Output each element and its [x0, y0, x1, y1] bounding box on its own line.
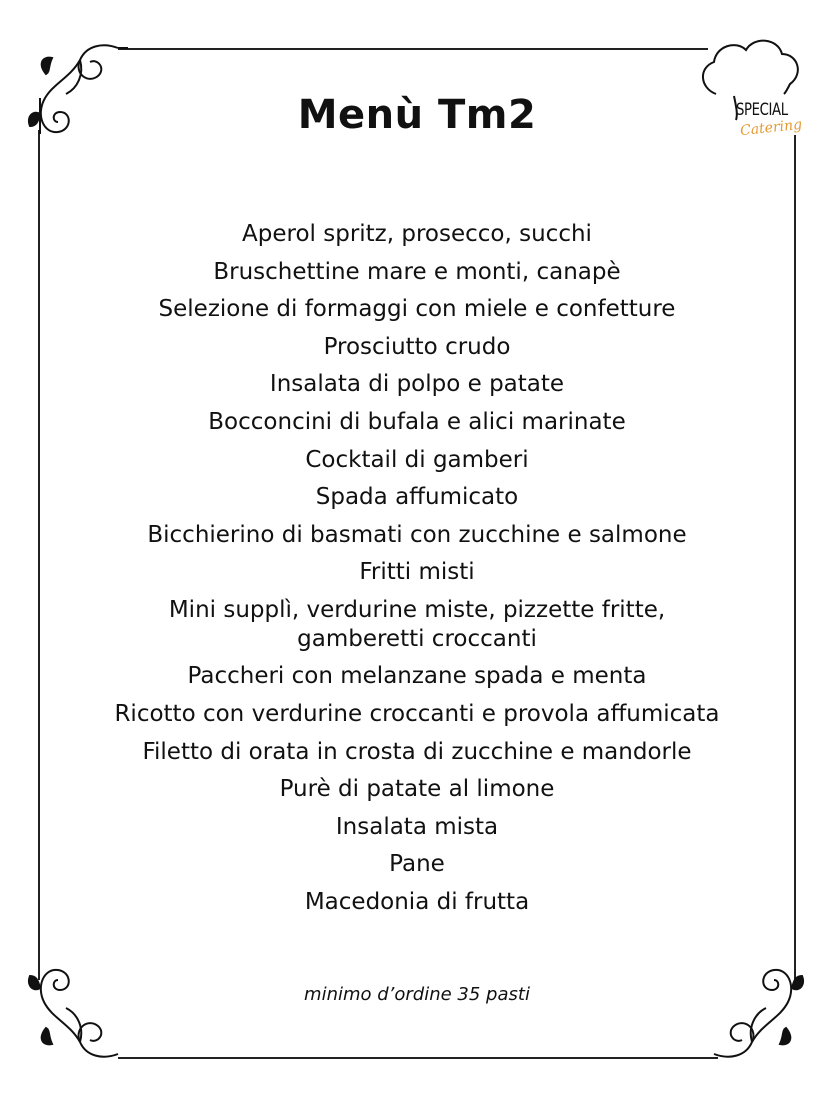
frame-bottom-border — [118, 1057, 718, 1059]
menu-item: Selezione di formaggi con miele e confetture — [158, 296, 676, 323]
logo-sub-text: Catering — [739, 116, 803, 140]
menu-item: Bicchierino di basmati con zucchine e salmone — [147, 521, 687, 548]
menu-item: Pane — [389, 851, 445, 878]
menu-item: Bruschettine mare e monti, canapè — [213, 258, 621, 285]
menu-list — [60, 216, 774, 922]
menu-item: Aperol spritz, prosecco, succhi — [242, 221, 592, 247]
menu-item: Insalata mista — [335, 813, 499, 840]
frame-right-border — [794, 135, 796, 980]
page-title: Menù Tm2 — [297, 92, 537, 138]
menu-item: Ricotto con verdurine croccanti e provola affumicata — [114, 701, 720, 728]
frame-top-border — [118, 48, 708, 50]
menu-item: Prosciutto crudo — [323, 333, 511, 360]
menu-item: Macedonia di frutta — [304, 889, 530, 915]
corner-flourish-icon — [22, 958, 132, 1068]
menu-item: Paccheri con melanzane spada e menta — [187, 663, 647, 690]
minimum-order-note: minimo d’ordine 35 pasti — [304, 984, 530, 1005]
menu-item: Fritti misti — [359, 559, 475, 586]
menu-item: Bocconcini di bufala e alici marinate — [208, 408, 626, 435]
menu-item: Spada affumicato — [315, 484, 519, 511]
menu-item: Mini supplì, verdurine miste, pizzette fritte, gamberetti croccanti — [168, 596, 666, 652]
frame-left-border — [38, 130, 40, 980]
menu-item: Cocktail di gamberi — [305, 446, 529, 473]
menu-item: Filetto di orata in crosta di zucchine e mandorle — [142, 738, 692, 765]
chef-hat-icon — [703, 41, 798, 94]
menu-item: Purè di patate al limone — [279, 776, 555, 803]
menu-item: Insalata di polpo e patate — [269, 371, 565, 398]
corner-flourish-icon — [700, 958, 810, 1068]
logo-brand-text: SPECIAL — [736, 100, 788, 120]
